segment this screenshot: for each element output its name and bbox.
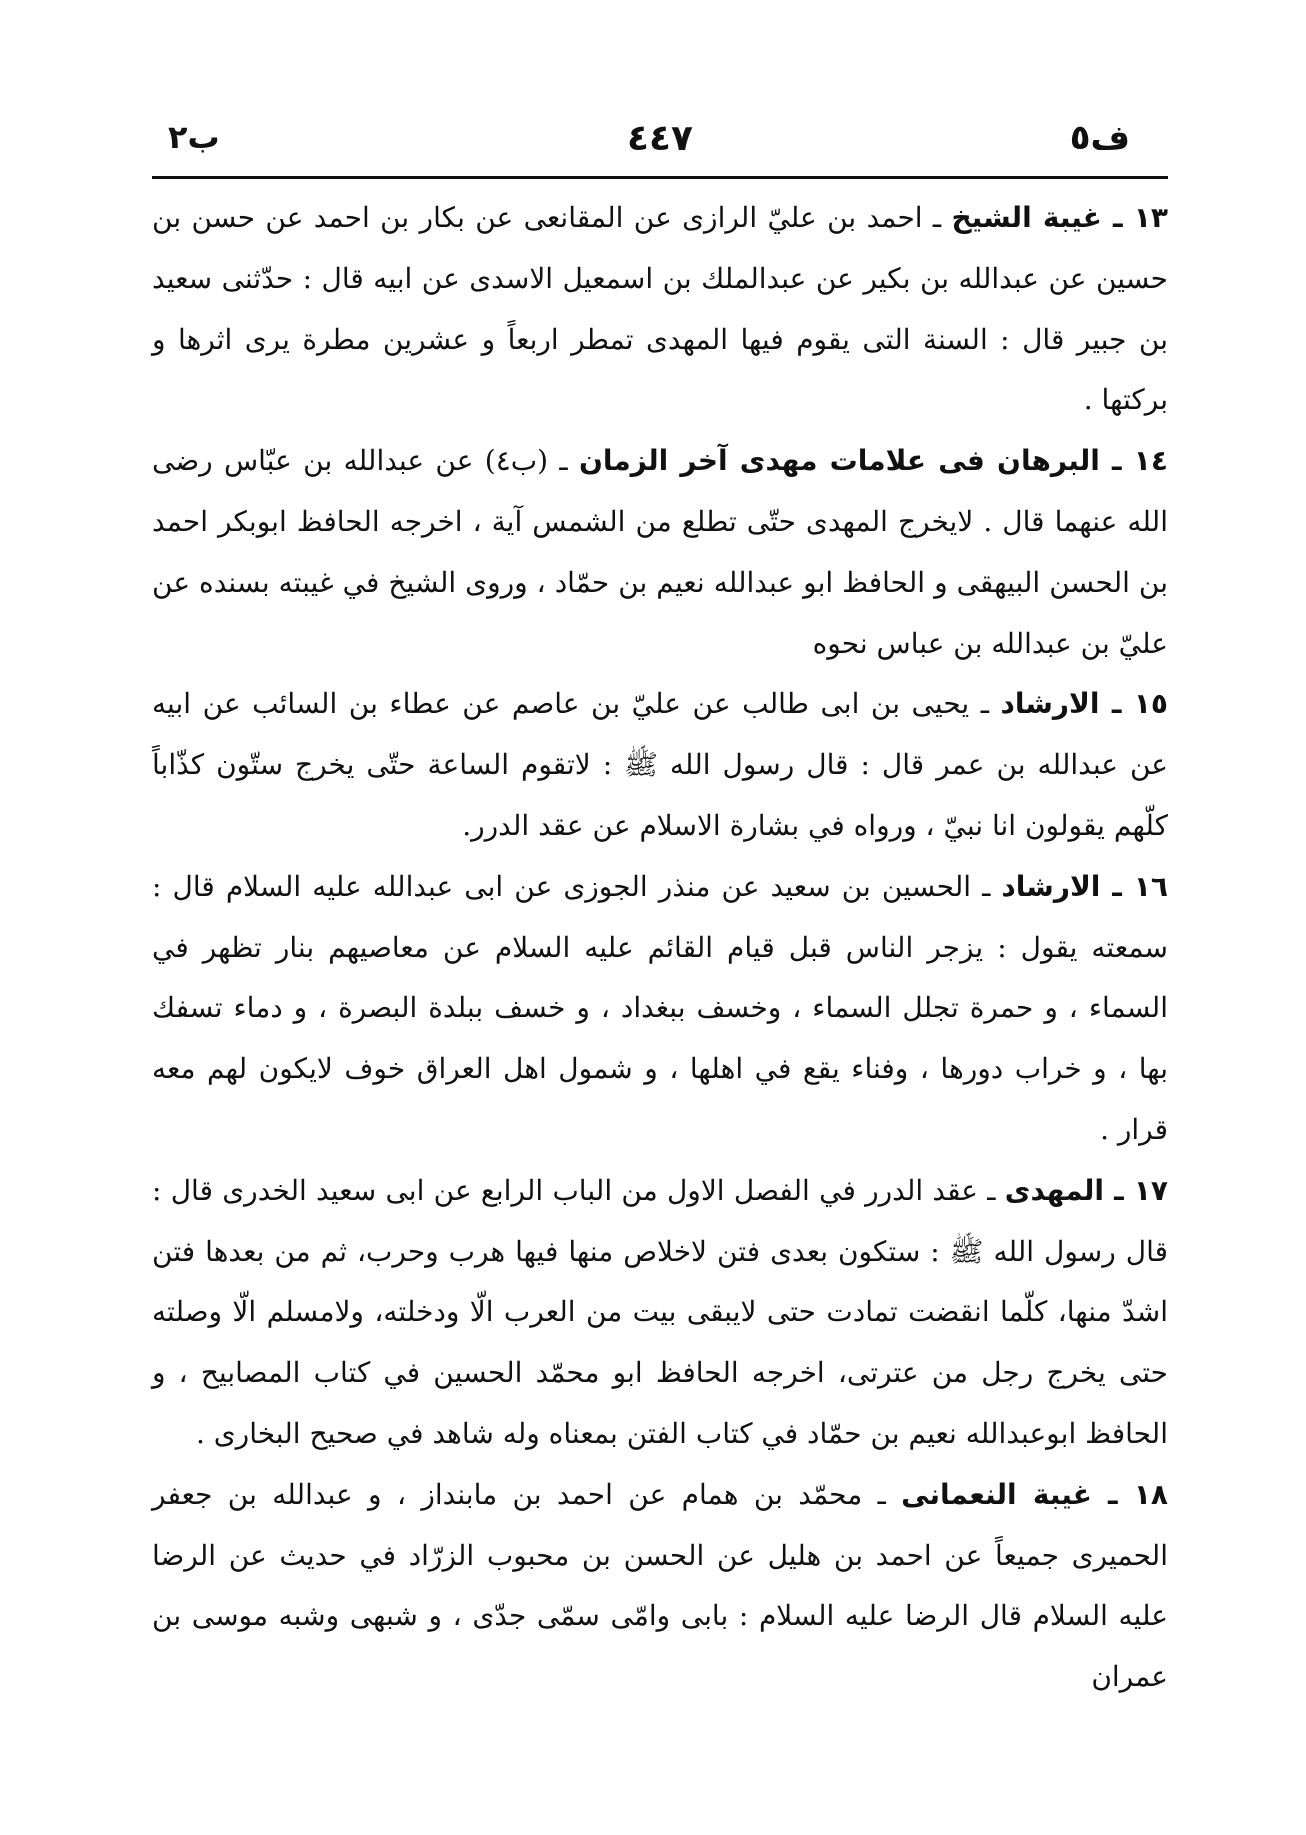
page-number: ٤٤٧ <box>627 118 693 159</box>
hadith-entry-15: ١٥ ـ الارشاد ـ يحيى بن ابى طالب عن عليّ بن عاصم عن عطاء بن السائب عن ابيه عن عبدالله بن عمر قال : قال رسول الله ﷺ : لاتقوم الساعة حتّى يخرج ستّون كذّاباً كلّهم يقولون انا نبيّ ، ورواه في بشارة الاسلام عن عقد الدرر. <box>152 687 1168 842</box>
header-part-label: ب٢ <box>168 118 220 156</box>
entry-number: ١٧ <box>1133 1173 1168 1207</box>
entry-text: الحسين بن سعيد عن منذر الجوزى عن ابى عبدالله عليه السلام قال : سمعته يقول : يزجر الناس قبل قيام القائم عليه السلام عن معاصيهم بنار تظهر في السماء ، و حمرة تجلل السماء ، وخسف ببغداد ، و خسف ببلدة البصرة ، و دماء تسفك بها ، و خراب دورها ، وفناء يقع في اهلها ، و شمول اهل العراق خوف لايكون لهم معه قرار . <box>152 869 1168 1146</box>
entry-text: عقد الدرر في الفصل الاول من الباب الرابع عن ابى سعيد الخدرى قال : قال رسول الله ﷺ : ستكون بعدى فتن لاخلاص منها فيها هرب وحرب، ثم من بعدها فتن اشدّ منها، كلّما انقضت تمادت حتى لايبقى بيت من العرب الّا ودخلته، ولامسلم الّا وصلته حتى يخرج رجل من عترتى، اخرجه الحافظ ابو محمّد الحسين في كتاب المصابيح ، و الحافظ ابوعبدالله نعيم بن حمّاد في كتاب الفتن بمعناه وله شاهد في صحيح البخارى . <box>152 1173 1168 1450</box>
entry-number: ١٦ <box>1133 869 1168 903</box>
entry-number: ١٤ <box>1133 444 1168 478</box>
entry-source: المهدى <box>1004 1173 1104 1207</box>
hadith-entry-13: ١٣ ـ غيبة الشيخ ـ احمد بن عليّ الرازى عن المقانعى عن بكار بن احمد عن حسن بن حسين عن عبدالله بن بكير عن عبدالملك بن اسمعيل الاسدى عن ابيه قال : حدّثنى سعيد بن جبير قال : السنة التى يقوم فيها المهدى تمطر اربعاً و عشرين مطرة يرى اثرها و بركتها . <box>152 201 1168 417</box>
hadith-entry-16: ١٦ ـ الارشاد ـ الحسين بن سعيد عن منذر الجوزى عن ابى عبدالله عليه السلام قال : سمعته يقول : يزجر الناس قبل قيام القائم عليه السلام عن معاصيهم بنار تظهر في السماء ، و حمرة تجلل السماء ، وخسف ببغداد ، و خسف ببلدة البصرة ، و دماء تسفك بها ، و خراب دورها ، وفناء يقع في اهلها ، و شمول اهل العراق خوف لايكون لهم معه قرار . <box>152 869 1168 1146</box>
entry-text: (ب٤) عن عبدالله بن عبّاس رضى الله عنهما قال . لايخرج المهدى حتّى تطلع من الشمس آية ، اخرجه الحافظ ابوبكر احمد بن الحسن البيهقى و الحافظ ابو عبدالله نعيم بن حمّاد ، وروى الشيخ في غيبته بسنده عن عليّ بن عبدالله بن عباس نحوه <box>152 444 1168 660</box>
entry-number: ١٥ <box>1133 687 1168 721</box>
entry-text: يحيى بن ابى طالب عن عليّ بن عاصم عن عطاء بن السائب عن ابيه عن عبدالله بن عمر قال : قال رسول الله ﷺ : لاتقوم الساعة حتّى يخرج ستّون كذّاباً كلّهم يقولون انا نبيّ ، ورواه في بشارة الاسلام عن عقد الدرر. <box>152 687 1168 842</box>
entry-text: احمد بن عليّ الرازى عن المقانعى عن بكار بن احمد عن حسن بن حسين عن عبدالله بن بكير عن عبدالملك بن اسمعيل الاسدى عن ابيه قال : حدّثنى سعيد بن جبير قال : السنة التى يقوم فيها المهدى تمطر اربعاً و عشرين مطرة يرى اثرها و بركتها . <box>152 201 1168 417</box>
page-body <box>152 188 1168 1708</box>
header-chapter-label: ف٥ <box>1069 118 1130 158</box>
entry-source: غيبة النعمانى <box>901 1477 1092 1511</box>
entry-source: الارشاد <box>1000 687 1100 721</box>
entry-text: محمّد بن همام عن احمد بن مابنداز ، و عبدالله بن جعفر الحميرى جميعاً عن احمد بن هليل عن الحسن بن محبوب الزرّاد في حديث عن الرضا عليه السلام قال الرضا عليه السلام : بابى وامّى سمّى جدّى ، و شبهى وشبه موسى بن عمران <box>152 1477 1168 1694</box>
hadith-entry-17: ١٧ ـ المهدى ـ عقد الدرر في الفصل الاول من الباب الرابع عن ابى سعيد الخدرى قال : قال رسول الله ﷺ : ستكون بعدى فتن لاخلاص منها فيها هرب وحرب، ثم من بعدها فتن اشدّ منها، كلّما انقضت تمادت حتى لايبقى بيت من العرب الّا ودخلته، ولامسلم الّا وصلته حتى يخرج رجل من عترتى، اخرجه الحافظ ابو محمّد الحسين في كتاب المصابيح ، و الحافظ ابوعبدالله نعيم بن حمّاد في كتاب الفتن بمعناه وله شاهد في صحيح البخارى . <box>152 1173 1168 1450</box>
entry-source: البرهان فى علامات مهدى آخر الزمان <box>578 444 1100 478</box>
entry-source: غيبة الشيخ <box>951 201 1102 234</box>
entry-number: ١٨ <box>1133 1477 1168 1511</box>
header-divider <box>152 176 1168 179</box>
entry-source: الارشاد <box>1001 869 1101 903</box>
hadith-entry-14: ١٤ ـ البرهان فى علامات مهدى آخر الزمان ـ (ب٤) عن عبدالله بن عبّاس رضى الله عنهما قال . لايخرج المهدى حتّى تطلع من الشمس آية ، اخرجه الحافظ ابوبكر احمد بن الحسن البيهقى و الحافظ ابو عبدالله نعيم بن حمّاد ، وروى الشيخ في غيبته بسنده عن عليّ بن عبدالله بن عباس نحوه <box>152 444 1168 660</box>
page-header <box>152 118 1168 164</box>
hadith-entry-18: ١٨ ـ غيبة النعمانى ـ محمّد بن همام عن احمد بن مابنداز ، و عبدالله بن جعفر الحميرى جميعاً عن احمد بن هليل عن الحسن بن محبوب الزرّاد في حديث عن الرضا عليه السلام قال الرضا عليه السلام : بابى وامّى سمّى جدّى ، و شبهى وشبه موسى بن عمران <box>152 1477 1168 1694</box>
entry-number: ١٣ <box>1133 201 1168 234</box>
